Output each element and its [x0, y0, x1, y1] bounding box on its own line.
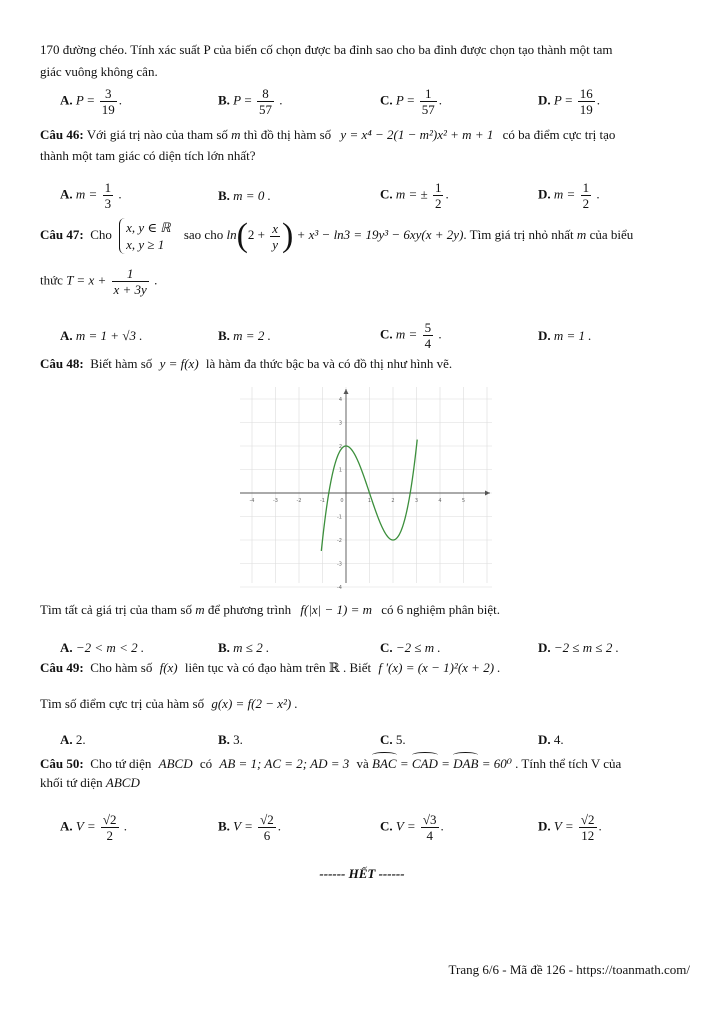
x-tick-label: -4	[249, 498, 255, 504]
q47-option-b: B. m = 2 .	[218, 328, 271, 343]
y-tick-label: 3	[338, 420, 342, 427]
q47-line-2: thức T = x + $\frac{1}{x + 3y}$ .	[40, 266, 158, 297]
y-tick-label: 2	[338, 444, 342, 450]
intro-option-a: A. P = $\frac{3}{19}$ .	[60, 86, 122, 117]
q50-option-d: D. V = $\frac{√2}{12}$ .	[538, 812, 602, 843]
q47-system: x, y ∈ ℝ x, y ≥ 1	[119, 218, 176, 254]
q50-option-a: A. V = $\frac{√2}{2}$ .	[60, 812, 128, 843]
q49-option-a: A. 2.	[60, 732, 86, 747]
q49-option-b: B. 3.	[218, 732, 243, 747]
q50-line-1: Câu 50: Cho tứ diện ABCD có AB = 1; AC = 2; AD = 3 và BAC = CAD = DAB = 60⁰ . Tính thể tích V của	[40, 753, 621, 772]
x-tick-label: 4	[438, 498, 442, 504]
q46-option-c: C. m = ± $\frac{1}{2}$ .	[380, 180, 449, 211]
q49-option-c: C. 5.	[380, 732, 406, 747]
y-tick-label: 4	[338, 397, 342, 403]
x-tick-label: 1	[367, 498, 372, 504]
cubic-function-graph	[240, 387, 492, 591]
q48-option-a: A. −2 < m < 2 .	[60, 640, 145, 655]
x-tick-label: -1	[320, 498, 325, 504]
y-tick-label: -4	[337, 585, 342, 591]
q50-line-2: khối tứ diện ABCD	[40, 775, 140, 790]
y-tick-label: -2	[337, 538, 342, 544]
q49-line-2: Tìm số điểm cực trị của hàm số g(x) = f(2 − x²) .	[40, 696, 298, 711]
x-tick-label: 5	[461, 498, 466, 504]
graph-background	[240, 387, 492, 583]
q50-option-b: B. V = $\frac{√2}{6}$ .	[218, 812, 282, 843]
q48-option-d: D. −2 ≤ m ≤ 2 .	[538, 640, 619, 655]
x-tick-label: 0	[340, 498, 344, 504]
q46-option-a: A. m = $\frac{1}{3}$ .	[60, 180, 122, 211]
x-tick-label: 3	[414, 498, 419, 504]
q49-line-1: Câu 49: Cho hàm số f(x) liên tục và có đạo hàm trên ℝ . Biết f '(x) = (x − 1)²(x + 2) .	[40, 660, 501, 675]
q47-option-a: A. m = 1 + √3 .	[60, 328, 143, 343]
q50-option-c: C. V = $\frac{√3}{4}$ .	[380, 812, 444, 843]
intro-line-2: giác vuông không cân.	[40, 64, 158, 79]
y-tick-label: 1	[338, 467, 342, 474]
q46-option-b: B. m = 0 .	[218, 188, 271, 203]
q46-line-1: Câu 46: Với giá trị nào của tham số m thì đồ thị hàm số y = x⁴ − 2(1 − m²)x² + m + 1 có ba điểm cực trị tạo	[40, 127, 616, 142]
q47-option-c: C. m = $\frac{5}{4}$ .	[380, 320, 442, 351]
intro-option-b: B. P = $\frac{8}{57}$ .	[218, 86, 283, 117]
q47-line-1: Câu 47: Cho x, y ∈ ℝ x, y ≥ 1 sao cho ln(2 + $\frac{x}{y}$ ) + x³ − ln3 = 19y³ − 6xy(x + 2y). Tìm giá trị nhỏ nhất m của biểu	[40, 217, 634, 254]
intro-option-d: D. P = $\frac{16}{19}$ .	[538, 86, 600, 117]
q48-option-b: B. m ≤ 2 .	[218, 640, 270, 655]
q48-option-c: C. −2 ≤ m .	[380, 640, 441, 655]
q48-question: Tìm tất cả giá trị của tham số m để phương trình f(|x| − 1) = m có 6 nghiệm phân biệt.	[40, 602, 501, 617]
page-footer: Trang 6/6 - Mã đề 126 - https://toanmath.com/	[448, 962, 690, 977]
q48-line-1: Câu 48: Biết hàm số y = f(x) là hàm đa thức bậc ba và có đồ thị như hình vẽ.	[40, 356, 453, 371]
x-tick-label: -2	[296, 498, 302, 504]
intro-option-c: C. P = $\frac{1}{57}$ .	[380, 86, 442, 117]
y-tick-label: -3	[337, 561, 342, 568]
y-tick-label: -1	[337, 514, 342, 521]
q46-line-2: thành một tam giác có diện tích lớn nhất?	[40, 148, 256, 163]
end-marker: ------ HẾT ------	[319, 866, 405, 881]
x-tick-label: -3	[273, 498, 278, 504]
q49-option-d: D. 4.	[538, 732, 564, 747]
intro-line-1: 170 đường chéo. Tính xác suất P của biến cố chọn được ba đỉnh sao cho ba đỉnh được chọn tạo thành một tam	[40, 42, 613, 57]
x-tick-label: 2	[391, 498, 395, 504]
q46-option-d: D. m = $\frac{1}{2}$ .	[538, 180, 600, 211]
q47-option-d: D. m = 1 .	[538, 328, 592, 343]
